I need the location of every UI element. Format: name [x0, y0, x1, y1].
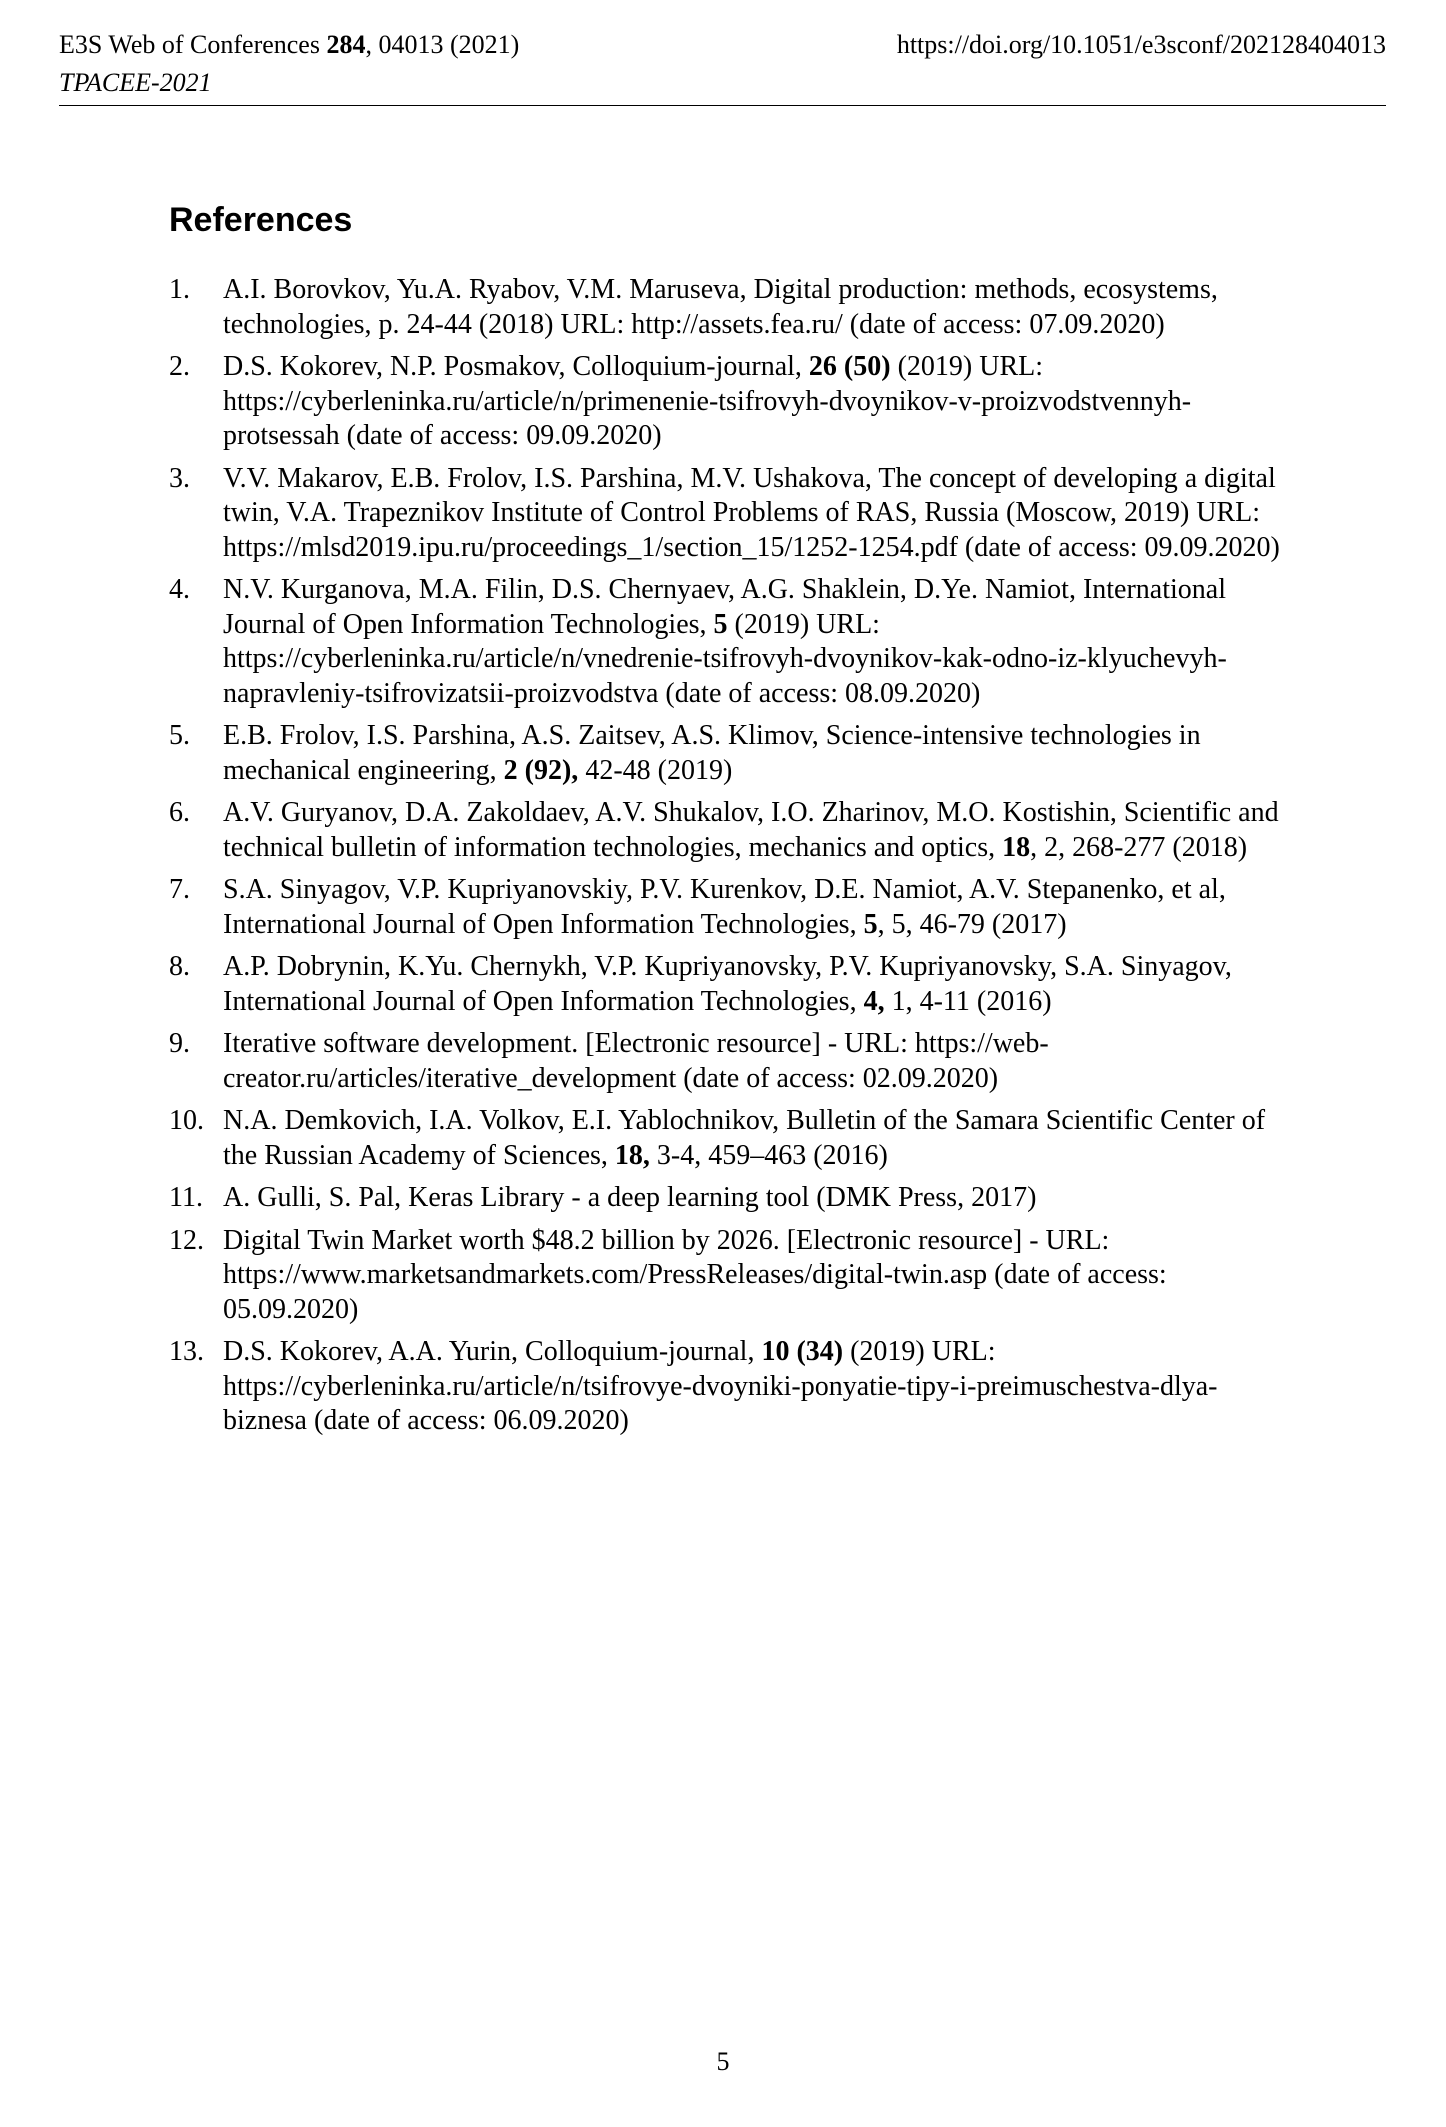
reference-text — [223, 1336, 1217, 1436]
reference-number: 7. — [169, 874, 190, 905]
reference-text-segment: S.A. Sinyagov, V.P. Kupriyanovskiy, P.V. Kurenkov, D.E. Namiot, A.V. Stepanenko, et al, International Journal of Open Information Technologies, — [223, 874, 1226, 940]
reference-item — [169, 462, 1289, 566]
reference-text-segment: Iterative software development. [Electronic resource] - URL: https://web-creator.ru/articles/iterative_development (date of access: 02.09.2020) — [223, 1028, 1049, 1094]
reference-number: 2. — [169, 351, 190, 382]
reference-text-segment: 3-4, 459–463 (2016) — [649, 1139, 888, 1171]
reference-text-segment: D.S. Kokorev, A.A. Yurin, Colloquium-journal, — [223, 1336, 762, 1367]
conference-citation — [59, 30, 519, 60]
reference-text — [223, 1182, 1036, 1213]
reference-item — [169, 1181, 1289, 1216]
reference-text-segment: V.V. Makarov, E.B. Frolov, I.S. Parshina, M.V. Ushakova, The concept of developing a digital twin, V.A. Trapeznikov Institute of Control Problems of RAS, Russia (Moscow, 2019) URL: https://mlsd2019.ipu.ru/proceedings_1/section_15/1252-1254.pdf (date of access: 09.09.2020) — [223, 462, 1280, 563]
reference-text-segment: 42-48 (2019) — [578, 754, 733, 786]
reference-text-segment: 1, 4-11 (2016) — [884, 985, 1052, 1017]
reference-text-segment: , 5, 46-79 (2017) — [877, 908, 1067, 940]
reference-number: 12. — [169, 1224, 204, 1256]
reference-text-segment: A.P. Dobrynin, K.Yu. Chernykh, V.P. Kupriyanovsky, P.V. Kupriyanovsky, S.A. Sinyagov, International Journal of Open Information Technologies, — [223, 951, 1232, 1017]
reference-text-segment: (2019) URL: https://cyberleninka.ru/article/n/vnedrenie-tsifrovyh-dvoynikov-kak-odno-iz-klyuchevyh-napravleniy-tsifrovizatsii-proizvodstva (date of access: 08.09.2020) — [223, 608, 1227, 709]
reference-number: 11. — [169, 1182, 203, 1213]
reference-text-segment: E.B. Frolov, I.S. Parshina, A.S. Zaitsev, A.S. Klimov, Science-intensive technologies in mechanical engineering, — [223, 720, 1201, 786]
reference-volume: 2 (92), — [503, 754, 579, 786]
reference-text — [223, 951, 1232, 1017]
reference-text-segment: (2019) URL: https://cyberleninka.ru/article/n/primenenie-tsifrovyh-dvoynikov-v-proizvodstvennyh-protsessah (date of access: 09.09.2020) — [223, 351, 1192, 451]
reference-text-segment: N.V. Kurganova, M.A. Filin, D.S. Chernyaev, A.G. Shaklein, D.Ye. Namiot, International Journal of Open Information Technologies, — [223, 574, 1226, 640]
reference-volume: 18, — [614, 1139, 650, 1171]
conference-name: E3S Web of Conferences — [59, 30, 327, 59]
reference-number: 13. — [169, 1336, 204, 1367]
reference-item — [169, 796, 1289, 865]
reference-number: 1. — [169, 274, 190, 305]
reference-text-segment: , 2, 268-277 (2018) — [1030, 831, 1248, 863]
reference-volume: 4, — [863, 985, 885, 1017]
reference-volume: 5 — [863, 908, 878, 940]
reference-text — [223, 1105, 1265, 1171]
reference-number: 3. — [169, 462, 190, 494]
reference-volume: 26 (50) — [808, 351, 891, 382]
reference-number: 9. — [169, 1028, 190, 1059]
volume-number: 284 — [326, 30, 366, 59]
reference-item — [169, 1027, 1289, 1096]
page-number: 5 — [716, 2047, 730, 2076]
reference-text — [223, 574, 1227, 709]
reference-text-segment: D.S. Kokorev, N.P. Posmakov, Colloquium-journal, — [223, 351, 809, 382]
reference-text-segment: Digital Twin Market worth $48.2 billion by 2026. [Electronic resource] - URL: https://www.marketsandmarkets.com/PressReleases/digital-twin.asp (date of access: 05.09.2020) — [223, 1224, 1167, 1325]
reference-volume: 5 — [713, 608, 728, 640]
reference-text — [223, 1028, 1049, 1094]
reference-volume: 10 (34) — [761, 1336, 844, 1367]
reference-text-segment: A. Gulli, S. Pal, Keras Library - a deep learning tool (DMK Press, 2017) — [223, 1182, 1037, 1213]
reference-item — [169, 873, 1289, 942]
reference-number: 8. — [169, 951, 190, 982]
reference-text-segment: A.I. Borovkov, Yu.A. Ryabov, V.M. Maruseva, Digital production: methods, ecosystems, technologies, p. 24-44 (2018) URL: http://assets.fea.ru/ (date of access: 07.09.2020) — [223, 274, 1218, 340]
reference-text-segment: (2019) URL: https://cyberleninka.ru/article/n/tsifrovye-dvoyniki-ponyatie-tipy-i-preimuschestva-dlya-biznesa (date of access: 06.09.2020) — [223, 1336, 1218, 1436]
reference-number: 5. — [169, 720, 190, 751]
reference-text — [223, 797, 1279, 863]
reference-text — [223, 1225, 1167, 1325]
reference-volume: 18 — [1002, 831, 1031, 863]
reference-item — [169, 719, 1289, 788]
reference-item — [169, 950, 1289, 1019]
running-header — [59, 28, 1386, 106]
reference-number: 10. — [169, 1105, 204, 1136]
doi-link[interactable]: https://doi.org/10.1051/e3sconf/202128404013 — [896, 30, 1386, 59]
reference-item — [169, 273, 1289, 342]
reference-item — [169, 350, 1289, 454]
reference-text-segment: A.V. Guryanov, D.A. Zakoldaev, A.V. Shukalov, I.O. Zharinov, M.O. Kostishin, Scientific and technical bulletin of information technologies, mechanics and optics, — [223, 797, 1279, 863]
reference-item — [169, 1104, 1289, 1173]
reference-item — [169, 1335, 1289, 1439]
reference-item — [169, 573, 1289, 711]
reference-list — [169, 273, 1289, 1447]
reference-number: 6. — [169, 797, 190, 828]
reference-text — [223, 874, 1226, 940]
reference-text — [223, 274, 1218, 340]
reference-text — [223, 351, 1191, 451]
reference-item — [169, 1224, 1289, 1328]
reference-text — [223, 720, 1201, 786]
conference-track: TPACEE-2021 — [59, 68, 212, 97]
article-number: , 04013 (2021) — [365, 30, 520, 59]
reference-text-segment: N.A. Demkovich, I.A. Volkov, E.I. Yablochnikov, Bulletin of the Samara Scientific Center of the Russian Academy of Sciences, — [223, 1105, 1266, 1171]
section-title: References — [169, 201, 353, 239]
reference-text — [223, 463, 1280, 563]
reference-number: 4. — [169, 574, 190, 605]
